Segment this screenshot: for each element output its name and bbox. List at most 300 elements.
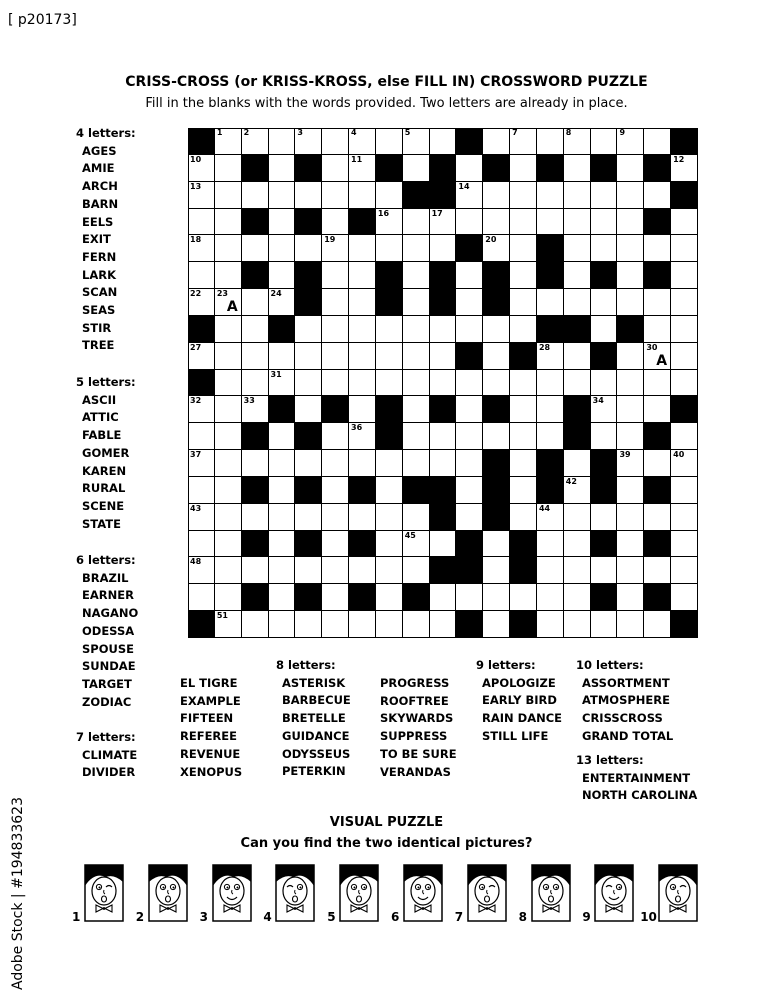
grid-cell[interactable] [671, 531, 698, 558]
grid-cell[interactable] [671, 262, 698, 289]
grid-cell[interactable] [671, 289, 698, 316]
grid-cell[interactable] [242, 557, 269, 584]
grid-cell[interactable] [269, 531, 296, 558]
grid-cell[interactable] [430, 128, 457, 155]
grid-cell[interactable] [671, 557, 698, 584]
grid-cell[interactable] [215, 182, 242, 209]
grid-cell[interactable] [188, 584, 215, 611]
grid-cell[interactable] [376, 235, 403, 262]
word-list-item: XENOPUS [180, 764, 243, 779]
word-list-4-letters [76, 125, 136, 355]
grid-cell[interactable] [510, 262, 537, 289]
grid-cell[interactable] [215, 477, 242, 504]
grid-cell[interactable] [269, 262, 296, 289]
grid-cell[interactable] [349, 504, 376, 531]
grid-cell[interactable] [188, 557, 215, 584]
grid-cell[interactable] [242, 450, 269, 477]
grid-cell[interactable] [376, 370, 403, 397]
grid-cell[interactable] [564, 450, 591, 477]
grid-cell[interactable] [510, 584, 537, 611]
grid-cell[interactable] [269, 182, 296, 209]
grid-cell[interactable] [483, 531, 510, 558]
grid-cell[interactable] [537, 128, 564, 155]
grid-cell[interactable] [188, 289, 215, 316]
grid-cell[interactable] [483, 209, 510, 236]
grid-cell[interactable] [430, 584, 457, 611]
grid-cell[interactable] [403, 504, 430, 531]
grid-cell[interactable] [215, 289, 242, 316]
grid-cell[interactable] [671, 504, 698, 531]
grid-cell[interactable] [591, 182, 618, 209]
grid-cell[interactable] [215, 557, 242, 584]
face-picture[interactable] [594, 864, 634, 922]
picture-number: 9 [582, 910, 591, 924]
grid-cell[interactable] [322, 450, 349, 477]
grid-cell[interactable] [456, 289, 483, 316]
grid-cell[interactable] [537, 182, 564, 209]
grid-cell[interactable] [215, 396, 242, 423]
grid-cell[interactable] [617, 423, 644, 450]
grid-cell[interactable] [510, 182, 537, 209]
grid-cell[interactable] [617, 611, 644, 638]
grid-cell[interactable] [591, 423, 618, 450]
grid-cell[interactable] [591, 370, 618, 397]
grid-cell[interactable] [510, 477, 537, 504]
grid-cell[interactable] [269, 155, 296, 182]
grid-cell[interactable] [671, 155, 698, 182]
face-picture[interactable] [658, 864, 698, 922]
grid-cell[interactable] [322, 316, 349, 343]
grid-cell[interactable] [376, 531, 403, 558]
grid-cell[interactable] [322, 235, 349, 262]
grid-cell[interactable] [269, 343, 296, 370]
grid-cell[interactable] [591, 128, 618, 155]
grid-cell[interactable] [349, 182, 376, 209]
grid-cell[interactable] [483, 182, 510, 209]
grid-cell[interactable] [510, 316, 537, 343]
grid-cell[interactable] [295, 504, 322, 531]
grid-cell[interactable] [644, 450, 671, 477]
grid-cell[interactable] [644, 235, 671, 262]
grid-cell[interactable] [564, 235, 591, 262]
grid-cell[interactable] [671, 235, 698, 262]
grid-cell[interactable] [591, 611, 618, 638]
grid-block [242, 423, 269, 450]
grid-cell[interactable] [322, 531, 349, 558]
grid-cell[interactable] [188, 423, 215, 450]
grid-cell[interactable] [215, 504, 242, 531]
grid-cell[interactable] [537, 343, 564, 370]
grid-cell[interactable] [269, 504, 296, 531]
grid-cell[interactable] [403, 235, 430, 262]
grid-cell[interactable] [349, 316, 376, 343]
grid-cell[interactable] [215, 316, 242, 343]
grid-cell[interactable] [456, 316, 483, 343]
grid-cell[interactable] [269, 128, 296, 155]
grid-cell[interactable] [403, 396, 430, 423]
grid-cell[interactable] [215, 235, 242, 262]
word-list-item: STIR [82, 320, 112, 335]
grid-cell[interactable] [483, 235, 510, 262]
grid-cell[interactable] [456, 450, 483, 477]
grid-cell[interactable] [322, 155, 349, 182]
grid-cell[interactable] [215, 155, 242, 182]
grid-cell[interactable] [242, 396, 269, 423]
grid-cell[interactable] [376, 504, 403, 531]
grid-cell[interactable] [403, 128, 430, 155]
grid-cell[interactable] [376, 477, 403, 504]
grid-cell[interactable] [456, 155, 483, 182]
grid-cell[interactable] [456, 423, 483, 450]
grid-cell[interactable] [617, 557, 644, 584]
grid-cell[interactable] [242, 343, 269, 370]
grid-cell[interactable] [269, 289, 296, 316]
grid-cell[interactable] [591, 557, 618, 584]
grid-cell[interactable] [349, 343, 376, 370]
grid-cell[interactable] [215, 611, 242, 638]
grid-cell[interactable] [188, 182, 215, 209]
grid-cell[interactable] [188, 531, 215, 558]
grid-cell[interactable] [510, 155, 537, 182]
grid-cell[interactable] [403, 262, 430, 289]
grid-cell[interactable] [403, 370, 430, 397]
grid-cell[interactable] [617, 182, 644, 209]
grid-cell[interactable] [617, 477, 644, 504]
grid-cell[interactable] [591, 396, 618, 423]
grid-cell[interactable] [430, 209, 457, 236]
grid-cell[interactable] [403, 209, 430, 236]
grid-cell[interactable] [403, 155, 430, 182]
grid-cell[interactable] [242, 370, 269, 397]
grid-cell[interactable] [269, 235, 296, 262]
grid-cell[interactable] [269, 370, 296, 397]
grid-cell[interactable] [671, 450, 698, 477]
grid-cell[interactable] [644, 289, 671, 316]
grid-cell[interactable] [456, 477, 483, 504]
face-picture[interactable] [275, 864, 315, 922]
grid-cell[interactable] [644, 557, 671, 584]
grid-cell[interactable] [349, 370, 376, 397]
face-picture[interactable] [531, 864, 571, 922]
grid-cell[interactable] [510, 423, 537, 450]
grid-cell[interactable] [376, 343, 403, 370]
grid-cell[interactable] [510, 450, 537, 477]
grid-cell[interactable] [322, 611, 349, 638]
grid-cell[interactable] [215, 370, 242, 397]
grid-cell[interactable] [430, 370, 457, 397]
grid-cell[interactable] [403, 343, 430, 370]
grid-cell[interactable] [349, 450, 376, 477]
grid-cell[interactable] [215, 531, 242, 558]
grid-cell[interactable] [430, 235, 457, 262]
grid-cell[interactable] [564, 584, 591, 611]
grid-cell[interactable] [269, 557, 296, 584]
grid-block [564, 423, 591, 450]
grid-cell[interactable] [322, 557, 349, 584]
grid-cell[interactable] [537, 209, 564, 236]
grid-cell[interactable] [510, 128, 537, 155]
grid-cell[interactable] [564, 289, 591, 316]
grid-cell[interactable] [617, 343, 644, 370]
grid-cell[interactable] [215, 584, 242, 611]
grid-cell[interactable] [403, 531, 430, 558]
grid-cell[interactable] [591, 235, 618, 262]
grid-cell[interactable] [456, 370, 483, 397]
grid-cell[interactable] [591, 316, 618, 343]
grid-cell[interactable] [269, 584, 296, 611]
grid-cell[interactable] [671, 477, 698, 504]
grid-cell[interactable] [564, 262, 591, 289]
grid-cell[interactable] [349, 262, 376, 289]
grid-cell[interactable] [349, 235, 376, 262]
grid-cell[interactable] [322, 584, 349, 611]
crossword-grid[interactable] [188, 128, 698, 638]
grid-cell[interactable] [188, 235, 215, 262]
grid-cell[interactable] [564, 370, 591, 397]
grid-cell[interactable] [483, 611, 510, 638]
grid-cell[interactable] [349, 128, 376, 155]
grid-cell[interactable] [564, 209, 591, 236]
grid-cell[interactable] [322, 182, 349, 209]
grid-cell[interactable] [483, 423, 510, 450]
face-picture[interactable] [212, 864, 252, 922]
grid-cell[interactable] [456, 262, 483, 289]
grid-cell[interactable] [349, 396, 376, 423]
grid-cell[interactable] [644, 370, 671, 397]
grid-cell[interactable] [376, 557, 403, 584]
grid-cell[interactable] [510, 235, 537, 262]
grid-cell[interactable] [510, 504, 537, 531]
face-picture[interactable] [467, 864, 507, 922]
grid-cell[interactable] [617, 396, 644, 423]
grid-cell[interactable] [671, 423, 698, 450]
word-list-item: SCAN [82, 285, 118, 300]
grid-cell[interactable] [322, 209, 349, 236]
grid-cell[interactable] [510, 396, 537, 423]
grid-cell[interactable] [215, 343, 242, 370]
grid-cell[interactable] [456, 209, 483, 236]
grid-cell[interactable] [322, 423, 349, 450]
grid-cell[interactable] [376, 316, 403, 343]
grid-cell[interactable] [564, 557, 591, 584]
grid-cell[interactable] [671, 370, 698, 397]
grid-cell[interactable] [617, 289, 644, 316]
grid-cell[interactable] [671, 209, 698, 236]
word-list-item: EXIT [82, 232, 111, 247]
grid-cell[interactable] [483, 316, 510, 343]
grid-cell[interactable] [295, 182, 322, 209]
grid-cell[interactable] [591, 289, 618, 316]
grid-cell[interactable] [295, 611, 322, 638]
grid-cell[interactable] [295, 316, 322, 343]
grid-cell[interactable] [430, 450, 457, 477]
grid-cell[interactable] [537, 611, 564, 638]
clue-number: 21 [297, 262, 309, 272]
grid-cell[interactable] [430, 343, 457, 370]
grid-cell[interactable] [644, 343, 671, 370]
grid-cell[interactable] [617, 235, 644, 262]
grid-block [430, 289, 457, 316]
grid-cell[interactable] [510, 370, 537, 397]
grid-cell[interactable] [403, 557, 430, 584]
grid-cell[interactable] [644, 128, 671, 155]
grid-cell[interactable] [644, 182, 671, 209]
grid-cell[interactable] [376, 128, 403, 155]
grid-cell[interactable] [617, 209, 644, 236]
grid-cell[interactable] [403, 289, 430, 316]
grid-cell[interactable] [564, 343, 591, 370]
grid-cell[interactable] [403, 316, 430, 343]
face-picture[interactable] [403, 864, 443, 922]
grid-cell[interactable] [617, 128, 644, 155]
grid-cell[interactable] [269, 477, 296, 504]
grid-cell[interactable] [242, 182, 269, 209]
grid-cell[interactable] [269, 450, 296, 477]
grid-cell[interactable] [644, 504, 671, 531]
grid-cell[interactable] [483, 128, 510, 155]
grid-block [242, 531, 269, 558]
grid-cell[interactable] [671, 316, 698, 343]
grid-cell[interactable] [644, 611, 671, 638]
grid-cell[interactable] [564, 128, 591, 155]
grid-cell[interactable] [188, 155, 215, 182]
grid-cell[interactable] [188, 450, 215, 477]
grid-cell[interactable] [349, 155, 376, 182]
grid-cell[interactable] [483, 343, 510, 370]
grid-cell[interactable] [537, 423, 564, 450]
grid-cell[interactable] [322, 477, 349, 504]
grid-cell[interactable] [322, 343, 349, 370]
grid-cell[interactable] [322, 128, 349, 155]
grid-cell[interactable] [617, 155, 644, 182]
face-picture[interactable] [84, 864, 124, 922]
grid-cell[interactable] [564, 611, 591, 638]
grid-cell[interactable] [483, 370, 510, 397]
grid-cell[interactable] [456, 504, 483, 531]
grid-cell[interactable] [242, 289, 269, 316]
grid-cell[interactable] [617, 450, 644, 477]
grid-cell[interactable] [349, 557, 376, 584]
grid-cell[interactable] [430, 611, 457, 638]
grid-cell[interactable] [242, 235, 269, 262]
grid-cell[interactable] [510, 289, 537, 316]
grid-cell[interactable] [269, 209, 296, 236]
grid-cell[interactable] [188, 343, 215, 370]
grid-cell[interactable] [644, 316, 671, 343]
grid-cell[interactable] [269, 423, 296, 450]
grid-cell[interactable] [403, 450, 430, 477]
grid-cell[interactable] [671, 343, 698, 370]
face-picture[interactable] [148, 864, 188, 922]
grid-cell[interactable] [215, 262, 242, 289]
grid-cell[interactable] [322, 262, 349, 289]
grid-cell[interactable] [295, 370, 322, 397]
word-list-item: AGES [82, 143, 117, 158]
grid-cell[interactable] [456, 182, 483, 209]
grid-cell[interactable] [349, 423, 376, 450]
grid-cell[interactable] [242, 128, 269, 155]
grid-cell[interactable] [215, 128, 242, 155]
clue-number: 9 [619, 128, 626, 137]
clue-number: 34 [592, 396, 604, 406]
grid-cell[interactable] [188, 396, 215, 423]
grid-cell[interactable] [537, 584, 564, 611]
grid-cell[interactable] [537, 289, 564, 316]
grid-cell[interactable] [510, 209, 537, 236]
grid-cell[interactable] [591, 504, 618, 531]
grid-cell[interactable] [188, 262, 215, 289]
grid-cell[interactable] [242, 611, 269, 638]
grid-cell[interactable] [295, 235, 322, 262]
grid-cell[interactable] [617, 531, 644, 558]
clue-number: 18 [190, 235, 202, 245]
grid-cell[interactable] [564, 155, 591, 182]
grid-cell[interactable] [376, 611, 403, 638]
grid-cell[interactable] [564, 477, 591, 504]
grid-cell[interactable] [564, 531, 591, 558]
grid-cell[interactable] [295, 128, 322, 155]
grid-cell[interactable] [617, 262, 644, 289]
grid-cell[interactable] [215, 209, 242, 236]
grid-cell[interactable] [295, 343, 322, 370]
grid-cell[interactable] [430, 531, 457, 558]
grid-cell[interactable] [322, 504, 349, 531]
grid-cell[interactable] [215, 423, 242, 450]
grid-cell[interactable] [269, 611, 296, 638]
grid-cell[interactable] [376, 450, 403, 477]
grid-cell[interactable] [483, 557, 510, 584]
grid-cell[interactable] [483, 584, 510, 611]
grid-cell[interactable] [617, 370, 644, 397]
grid-cell[interactable] [322, 370, 349, 397]
grid-cell[interactable] [591, 209, 618, 236]
grid-cell[interactable] [456, 584, 483, 611]
grid-cell[interactable] [349, 289, 376, 316]
grid-cell[interactable] [537, 531, 564, 558]
grid-cell[interactable] [295, 557, 322, 584]
grid-cell[interactable] [376, 584, 403, 611]
grid-cell[interactable] [564, 504, 591, 531]
grid-cell[interactable] [295, 396, 322, 423]
grid-cell[interactable] [376, 209, 403, 236]
grid-cell[interactable] [295, 450, 322, 477]
grid-cell[interactable] [403, 423, 430, 450]
grid-cell[interactable] [617, 584, 644, 611]
grid-cell[interactable] [349, 611, 376, 638]
grid-cell[interactable] [617, 504, 644, 531]
grid-cell[interactable] [322, 289, 349, 316]
grid-cell[interactable] [376, 182, 403, 209]
grid-cell[interactable] [188, 209, 215, 236]
grid-cell[interactable] [242, 316, 269, 343]
grid-cell[interactable] [430, 316, 457, 343]
grid-cell[interactable] [215, 450, 242, 477]
grid-cell[interactable] [537, 557, 564, 584]
grid-cell[interactable] [671, 584, 698, 611]
grid-cell[interactable] [188, 477, 215, 504]
grid-cell[interactable] [430, 423, 457, 450]
grid-cell[interactable] [537, 396, 564, 423]
grid-cell[interactable] [456, 396, 483, 423]
grid-cell[interactable] [403, 611, 430, 638]
grid-cell[interactable] [188, 504, 215, 531]
grid-cell[interactable] [537, 504, 564, 531]
grid-cell[interactable] [564, 182, 591, 209]
grid-cell[interactable] [242, 504, 269, 531]
grid-cell[interactable] [537, 370, 564, 397]
grid-cell[interactable] [644, 396, 671, 423]
face-picture[interactable] [339, 864, 379, 922]
